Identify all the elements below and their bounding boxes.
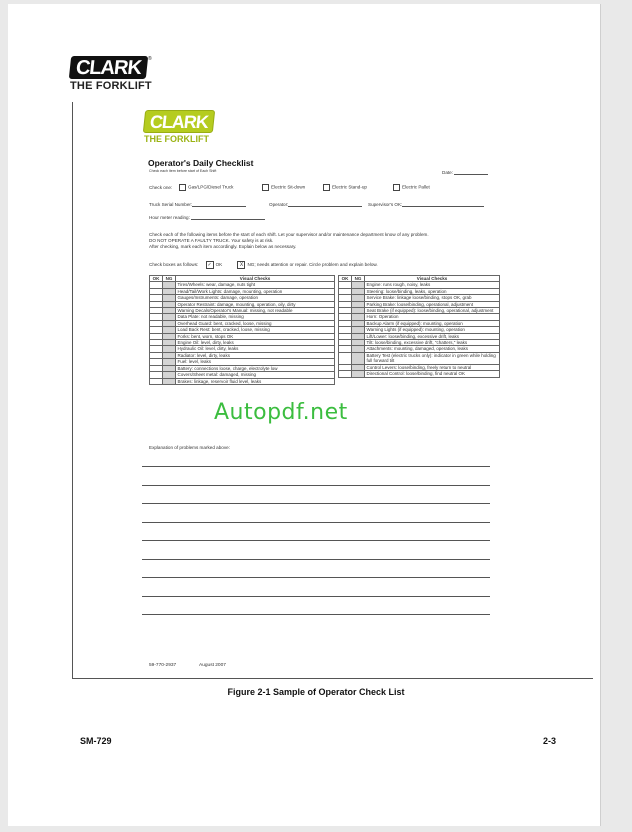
visual-check-label: Warning Decals/Operator's Manual: missing, not readable	[176, 308, 335, 314]
supervisor-field[interactable]: Supervisor's OK:	[368, 201, 484, 207]
clark-logo: CLARK ® THE FORKLIFT	[70, 56, 152, 92]
ok-column-header: OK	[150, 276, 163, 282]
visual-check-label: Attachments: mounting, damaged, operation, leaks	[365, 346, 500, 352]
visual-check-label: Warning Lights (if equipped): mounting, operation	[365, 327, 500, 333]
visual-check-label: Brakes: linkage, reservoir fluid level, leaks	[176, 378, 335, 384]
watermark: Autopdf.net	[214, 400, 348, 425]
truck-type-sit-down[interactable]: Electric Sit-down	[262, 184, 305, 191]
clark-logo-tagline: THE FORKLIFT	[70, 80, 152, 92]
visual-check-label: Service Brake: linkage loose/binding, stops OK, grab	[365, 295, 500, 301]
visual-check-label: Radiator: level, dirty, leaks	[176, 352, 335, 358]
explanation-line[interactable]	[142, 466, 490, 467]
visual-check-label: Fuel: level, leaks	[176, 359, 335, 365]
visual-checks-table-right	[338, 275, 500, 378]
table-row	[150, 378, 335, 384]
instruction-line-3: After checking, mark each item accordingly. Explain below as necessary.	[149, 244, 297, 249]
visual-check-label: Directional Control: loose/binding, find neutral OK	[365, 371, 500, 377]
explanation-line[interactable]	[142, 522, 490, 523]
visual-check-label: Seat Brake (if equipped): loose/binding, operational, adjustment	[365, 308, 500, 314]
visual-check-label: Horn: Operation	[365, 314, 500, 320]
explanation-line[interactable]	[142, 577, 490, 578]
explanation-line[interactable]	[142, 614, 490, 615]
visual-checks-header: Visual Checks	[365, 276, 500, 282]
visual-check-label: Engine: runs rough, noisy, leaks	[365, 282, 500, 288]
visual-check-label: Lift/Lower: loose/binding, excessive drift, leaks	[365, 333, 500, 339]
explanation-line[interactable]	[142, 596, 490, 597]
table-row	[339, 352, 500, 364]
check-one-label: Check one:	[149, 185, 173, 190]
visual-check-label: Tires/Wheels: wear, damage, nuts tight	[176, 282, 335, 288]
visual-check-label: Gauges/Instruments: damage, operation	[176, 295, 335, 301]
serial-field[interactable]: Truck Serial Number:	[149, 201, 246, 207]
ok-column-header: OK	[339, 276, 352, 282]
figure-caption: Figure 2-1 Sample of Operator Check List	[227, 687, 405, 697]
visual-check-label: Tilt: loose/binding, excessive drift, "chatters," leaks	[365, 340, 500, 346]
explanation-line[interactable]	[142, 503, 490, 504]
ng-column-header: NG	[163, 276, 176, 282]
visual-check-label: Battery: connections loose, charge, electrolyte low	[176, 365, 335, 371]
form-subtitle: Check each item before start of Each Shift	[149, 169, 217, 173]
form-clark-logo	[144, 110, 214, 144]
ng-checkbox[interactable]	[352, 371, 365, 377]
explanation-line[interactable]	[142, 485, 490, 486]
visual-check-label: Forks: bent, worn, stops OK	[176, 333, 335, 339]
explanation-line[interactable]	[142, 540, 490, 541]
form-number: 59-770-2937	[149, 663, 177, 668]
visual-check-label: Covers/Sheet metal: damaged, missing	[176, 372, 335, 378]
checkbox-icon	[262, 184, 269, 191]
hour-meter-field[interactable]: Hour meter reading:	[149, 214, 265, 220]
truck-type-pallet[interactable]: Electric Pallet	[393, 184, 430, 191]
visual-check-label: Battery Test (electric trucks only): indicator in green while holding full forward tilt	[365, 352, 500, 364]
ng-checkbox[interactable]	[352, 352, 365, 364]
footer-doc-number: SM-729	[80, 736, 112, 746]
clark-logo-wordmark: CLARK	[69, 56, 148, 79]
ok-checkbox[interactable]	[150, 378, 163, 384]
truck-type-gas[interactable]: Gas/LPG/Diesel Truck	[179, 184, 233, 191]
visual-checks-table-left	[149, 275, 335, 385]
instruction-line-1: Check each of the following items before the start of each shift. Let your supervisor and/or maintenance department know of any problem.	[149, 232, 429, 237]
checkbox-icon	[393, 184, 400, 191]
checkbox-icon	[323, 184, 330, 191]
visual-check-label: Steering: loose/binding, leaks, operation	[365, 288, 500, 294]
visual-check-label: Backup Alarm (if equipped): mounting, operation	[365, 320, 500, 326]
operator-field[interactable]: Operator:	[269, 201, 362, 207]
form-title: Operator's Daily Checklist	[148, 158, 254, 168]
visual-check-label: Operator Restraint: damage, mounting, operation, oily, dirty	[176, 301, 335, 307]
visual-check-label: Load Back Rest: bent, cracked, loose, missing	[176, 327, 335, 333]
ng-checkbox[interactable]	[163, 378, 176, 384]
explanation-line[interactable]	[142, 559, 490, 560]
truck-type-stand-up[interactable]: Electric Stand-up	[323, 184, 367, 191]
legend-line: Check boxes as follows: ✓ OK X NG; needs attention or repair. Circle problem and explain below.	[149, 262, 378, 268]
ng-column-header: NG	[352, 276, 365, 282]
visual-check-label: Hydraulic Oil: level, dirty, leaks	[176, 346, 335, 352]
form-date: August 2007	[199, 663, 226, 668]
visual-check-label: Control Levers: loose/binding, freely return to neutral	[365, 364, 500, 370]
ok-checkmark-icon: ✓	[207, 262, 212, 268]
form-logo-tagline: THE FORKLIFT	[144, 134, 209, 144]
checkbox-icon	[179, 184, 186, 191]
ng-x-icon: X	[237, 261, 245, 269]
visual-check-label: Overhead Guard: bent, cracked, loose, missing	[176, 320, 335, 326]
footer-page-number: 2-3	[543, 736, 557, 746]
visual-check-label: Data Plate: not readable, missing	[176, 314, 335, 320]
visual-check-label: Parking Brake: loose/binding, operational, adjustment	[365, 301, 500, 307]
table-row	[339, 371, 500, 377]
explanation-label: Explanation of problems marked above:	[149, 445, 230, 450]
date-field[interactable]: Date:	[442, 169, 488, 175]
visual-check-label: Engine Oil: level, dirty, leaks	[176, 340, 335, 346]
instruction-line-2: DO NOT OPERATE A FAULTY TRUCK. Your safety is at risk.	[149, 238, 274, 243]
visual-check-label: Head/Tail/Work Lights: damage, mounting, operation	[176, 288, 335, 294]
ok-checkbox[interactable]	[339, 352, 352, 364]
ok-checkbox[interactable]	[339, 371, 352, 377]
form-logo-wordmark: CLARK	[143, 110, 215, 133]
visual-checks-header: Visual Checks	[176, 276, 335, 282]
